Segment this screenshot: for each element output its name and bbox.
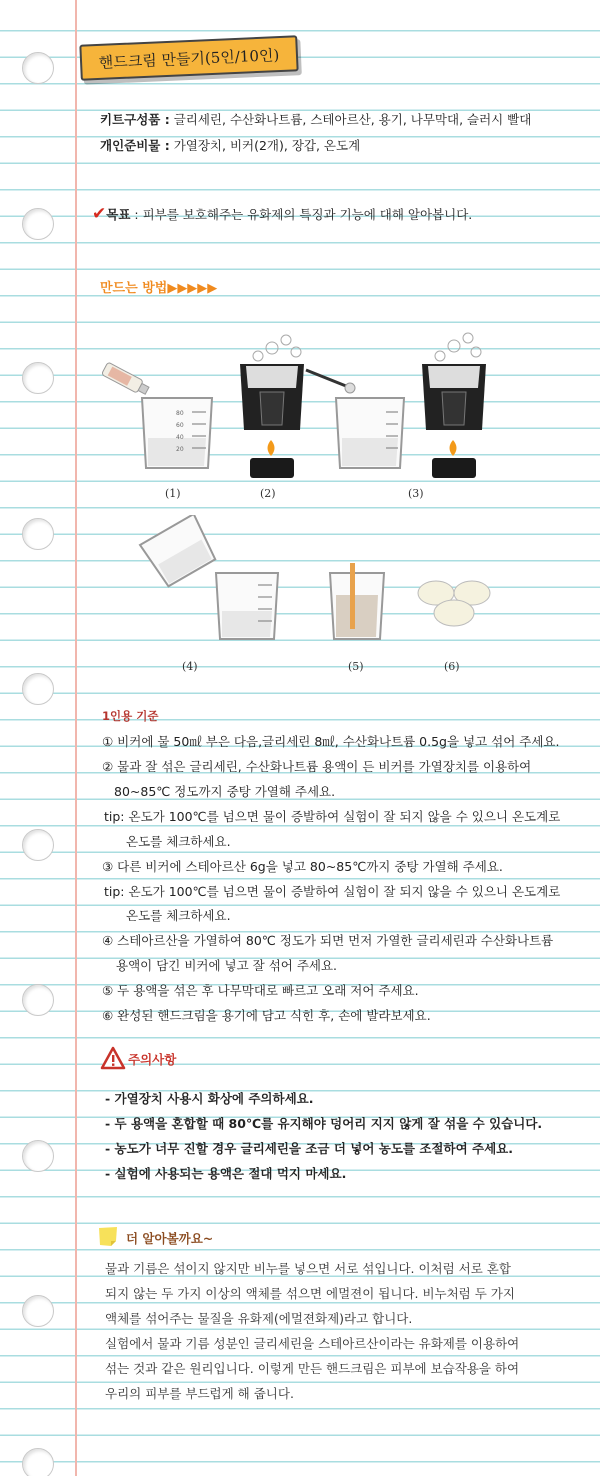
kit-line [100,112,531,128]
more-heading: 더 알아볼까요~ [126,1231,214,1246]
figure-label: (2) [260,487,276,500]
figure-label: (4) [182,660,198,673]
hand-cream-jars-icon [418,581,490,626]
paragraph-line: 되지 않는 두 가지 이상의 액체를 섞으면 에멀젼이 됩니다. 비누처럼 두 가지 [105,1286,515,1301]
tick-label: 80 [176,410,184,417]
basis-heading: 1인용 기준 [102,709,159,723]
caution-item: - 농도가 너무 진할 경우 글리세린을 조금 더 넣어 농도를 조절하여 주세요. [105,1141,513,1156]
page-title: 핸드크림 만들기(5인/10인) [98,45,280,72]
caution-item: - 실험에 사용되는 용액은 절대 먹지 마세요. [105,1166,347,1181]
binder-hole [22,518,54,550]
tilted-beaker-icon [140,515,219,588]
paragraph-line: 물과 기름은 섞이지 않지만 비누를 넣으면 서로 섞입니다. 이처럼 서로 혼합 [105,1261,511,1276]
kit-label: 키트구성품 : [100,112,170,127]
check-icon: ✔ [92,204,107,224]
personal-label: 개인준비물 : [100,138,170,153]
step-line: ⑤ 두 용액을 섞은 후 나무막대로 빠르고 오래 저어 주세요. [102,983,419,998]
procedure-illustration-row1 [100,330,540,505]
warning-icon [100,1046,126,1070]
binder-hole [22,1448,54,1476]
caution-item: - 두 용액을 혼합할 때 80℃를 유지해야 덩어리 지지 않게 잘 섞을 수 있습니다. [105,1116,543,1131]
step-line: 용액이 담긴 비커에 넣고 잘 섞어 주세요. [116,958,338,973]
tick-label: 20 [176,446,184,453]
binder-hole [22,362,54,394]
goal-line [92,206,472,223]
step-line: ② 물과 잘 섞은 글리세린, 수산화나트륨 용액이 든 비커를 가열장치를 이용하여 [102,759,532,774]
hot-water-bath-icon [240,335,304,478]
caution-heading: 주의사항 [128,1052,177,1067]
figure-label: (5) [348,660,364,673]
tip-line: tip: 온도가 100℃를 넘으면 물이 증발하여 실험이 잘 되지 않을 수 있으니 온도계로 [104,884,561,899]
paragraph-line: 섞는 것과 같은 원리입니다. 이렇게 만든 핸드크림은 피부에 보습작용을 하여 [105,1361,520,1376]
binder-hole [22,208,54,240]
binder-hole [22,52,54,84]
goal-value: : 피부를 보호해주는 유화제의 특징과 기능에 대해 알아봅니다. [130,207,473,222]
margin-line [75,0,77,1476]
stirring-beaker-icon [330,563,384,639]
caution-item: - 가열장치 사용시 화상에 주의하세요. [105,1091,314,1106]
personal-value: 가열장치, 비커(2개), 장갑, 온도계 [169,138,361,153]
sticky-note-icon [97,1225,119,1247]
beaker-icon [336,398,404,468]
tip-line: tip: 온도가 100℃를 넘으면 물이 증발하여 실험이 잘 되지 않을 수 있으니 온도계로 [104,809,561,824]
binder-hole [22,984,54,1016]
thermometer-icon [306,370,355,393]
paragraph-line: 실험에서 물과 기름 성분인 글리세린을 스테아르산이라는 유화제를 이용하여 [105,1336,520,1351]
beaker-icon [216,573,278,639]
step-line: 80~85℃ 정도까지 중탕 가열해 주세요. [114,784,336,799]
tip-line: 온도를 체크하세요. [126,834,231,849]
paragraph-line: 액체를 섞어주는 물질을 유화제(에멀젼화제)라고 합니다. [105,1311,413,1326]
step-line: ③ 다른 비커에 스테아르산 6g을 넣고 80~85℃까지 중탕 가열해 주세요. [102,859,503,874]
kit-value: 글리세린, 수산화나트륨, 스테아르산, 용기, 나무막대, 슬러시 빨대 [169,112,532,127]
figure-label: (3) [408,487,424,500]
figure-label: (6) [444,660,460,673]
goal-label: 목표 [106,207,131,222]
binder-hole [22,673,54,705]
binder-hole [22,829,54,861]
procedure-illustration-row2 [130,515,500,645]
beaker-icon [142,398,212,468]
binder-hole [22,1140,54,1172]
step-line: ④ 스테아르산을 가열하여 80℃ 정도가 되면 먼저 가열한 글리세린과 수산화나트륨 [102,933,554,948]
personal-line [100,138,360,154]
step-line: ① 비커에 물 50㎖ 부은 다음,글리세린 8㎖, 수산화나트륨 0.5g을 넣고 섞어 주세요. [102,734,560,749]
hot-water-bath-icon [422,333,486,478]
method-heading: 만드는 방법▶▶▶▶▶ [100,281,218,296]
tick-label: 60 [176,422,184,429]
tick-label: 40 [176,434,184,441]
paragraph-line: 우리의 피부를 부드럽게 해 줍니다. [105,1386,294,1401]
binder-hole [22,1295,54,1327]
tip-line: 온도를 체크하세요. [126,908,231,923]
dropper-bottle-icon [101,362,150,397]
figure-label: (1) [165,487,181,500]
step-line: ⑥ 완성된 핸드크림을 용기에 담고 식힌 후, 손에 발라보세요. [102,1008,431,1023]
